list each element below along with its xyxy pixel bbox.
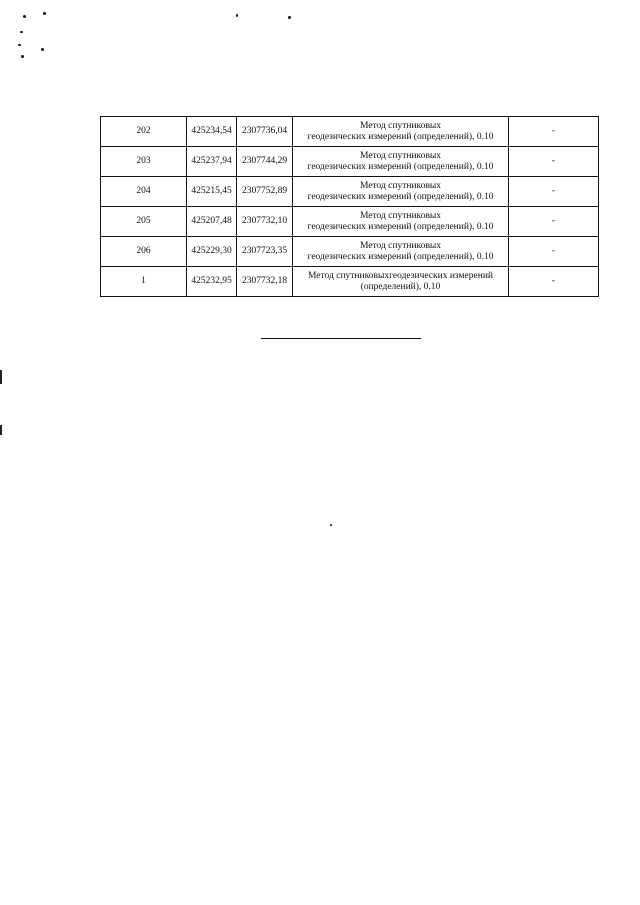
table-row xyxy=(101,177,599,207)
signature-line xyxy=(261,338,421,339)
method-line-1: Метод спутниковых xyxy=(359,240,442,251)
method-line-2: (определений), 0.10 xyxy=(360,281,441,292)
method-line-1: Метод спутниковых xyxy=(359,120,442,131)
cell-note: - xyxy=(509,147,599,177)
cell-method xyxy=(293,237,509,267)
cell-method xyxy=(293,207,509,237)
scan-speck xyxy=(43,12,46,15)
table-row xyxy=(101,147,599,177)
cell-x: 425232,95 xyxy=(187,267,237,297)
scan-speck xyxy=(236,14,238,17)
cell-y: 2307744,29 xyxy=(237,147,293,177)
scan-speck xyxy=(20,31,23,33)
cell-y: 2307723,35 xyxy=(237,237,293,267)
method-line-1: Метод спутниковых xyxy=(359,210,442,221)
table-row xyxy=(101,237,599,267)
table-row xyxy=(101,267,599,297)
method-line-1: Метод спутниковыхгеодезических измерений xyxy=(307,270,493,281)
scan-speck xyxy=(330,524,332,526)
method-line-2: геодезических измерений (определений), 0.10 xyxy=(307,221,494,232)
cell-x: 425234,54 xyxy=(187,117,237,147)
cell-method xyxy=(293,177,509,207)
cell-note: - xyxy=(509,117,599,147)
cell-note: - xyxy=(509,207,599,237)
cell-point: 203 xyxy=(101,147,187,177)
cell-note: - xyxy=(509,237,599,267)
cell-x: 425237,94 xyxy=(187,147,237,177)
cell-point: 205 xyxy=(101,207,187,237)
cell-x: 425229,30 xyxy=(187,237,237,267)
cell-y: 2307732,18 xyxy=(237,267,293,297)
cell-y: 2307752,89 xyxy=(237,177,293,207)
cell-point: 206 xyxy=(101,237,187,267)
table-row xyxy=(101,117,599,147)
scan-speck xyxy=(18,44,21,46)
cell-method xyxy=(293,147,509,177)
cell-point: 202 xyxy=(101,117,187,147)
method-line-2: геодезических измерений (определений), 0.10 xyxy=(307,251,494,262)
cell-y: 2307736,04 xyxy=(237,117,293,147)
scan-edge xyxy=(0,370,2,384)
method-line-2: геодезических измерений (определений), 0.10 xyxy=(307,131,494,142)
coordinates-table xyxy=(100,116,599,297)
cell-x: 425215,45 xyxy=(187,177,237,207)
table-row xyxy=(101,207,599,237)
cell-note: - xyxy=(509,267,599,297)
cell-note: - xyxy=(509,177,599,207)
scan-speck xyxy=(23,15,26,18)
method-line-2: геодезических измерений (определений), 0.10 xyxy=(307,191,494,202)
cell-method xyxy=(293,117,509,147)
cell-method xyxy=(293,267,509,297)
cell-y: 2307732,10 xyxy=(237,207,293,237)
method-line-2: геодезических измерений (определений), 0.10 xyxy=(307,161,494,172)
scan-speck xyxy=(41,48,44,51)
cell-point: 1 xyxy=(101,267,187,297)
method-line-1: Метод спутниковых xyxy=(359,180,442,191)
scan-speck xyxy=(288,16,291,19)
scan-speck xyxy=(21,55,24,58)
cell-x: 425207,48 xyxy=(187,207,237,237)
cell-point: 204 xyxy=(101,177,187,207)
method-line-1: Метод спутниковых xyxy=(359,150,442,161)
scan-edge xyxy=(0,425,2,435)
